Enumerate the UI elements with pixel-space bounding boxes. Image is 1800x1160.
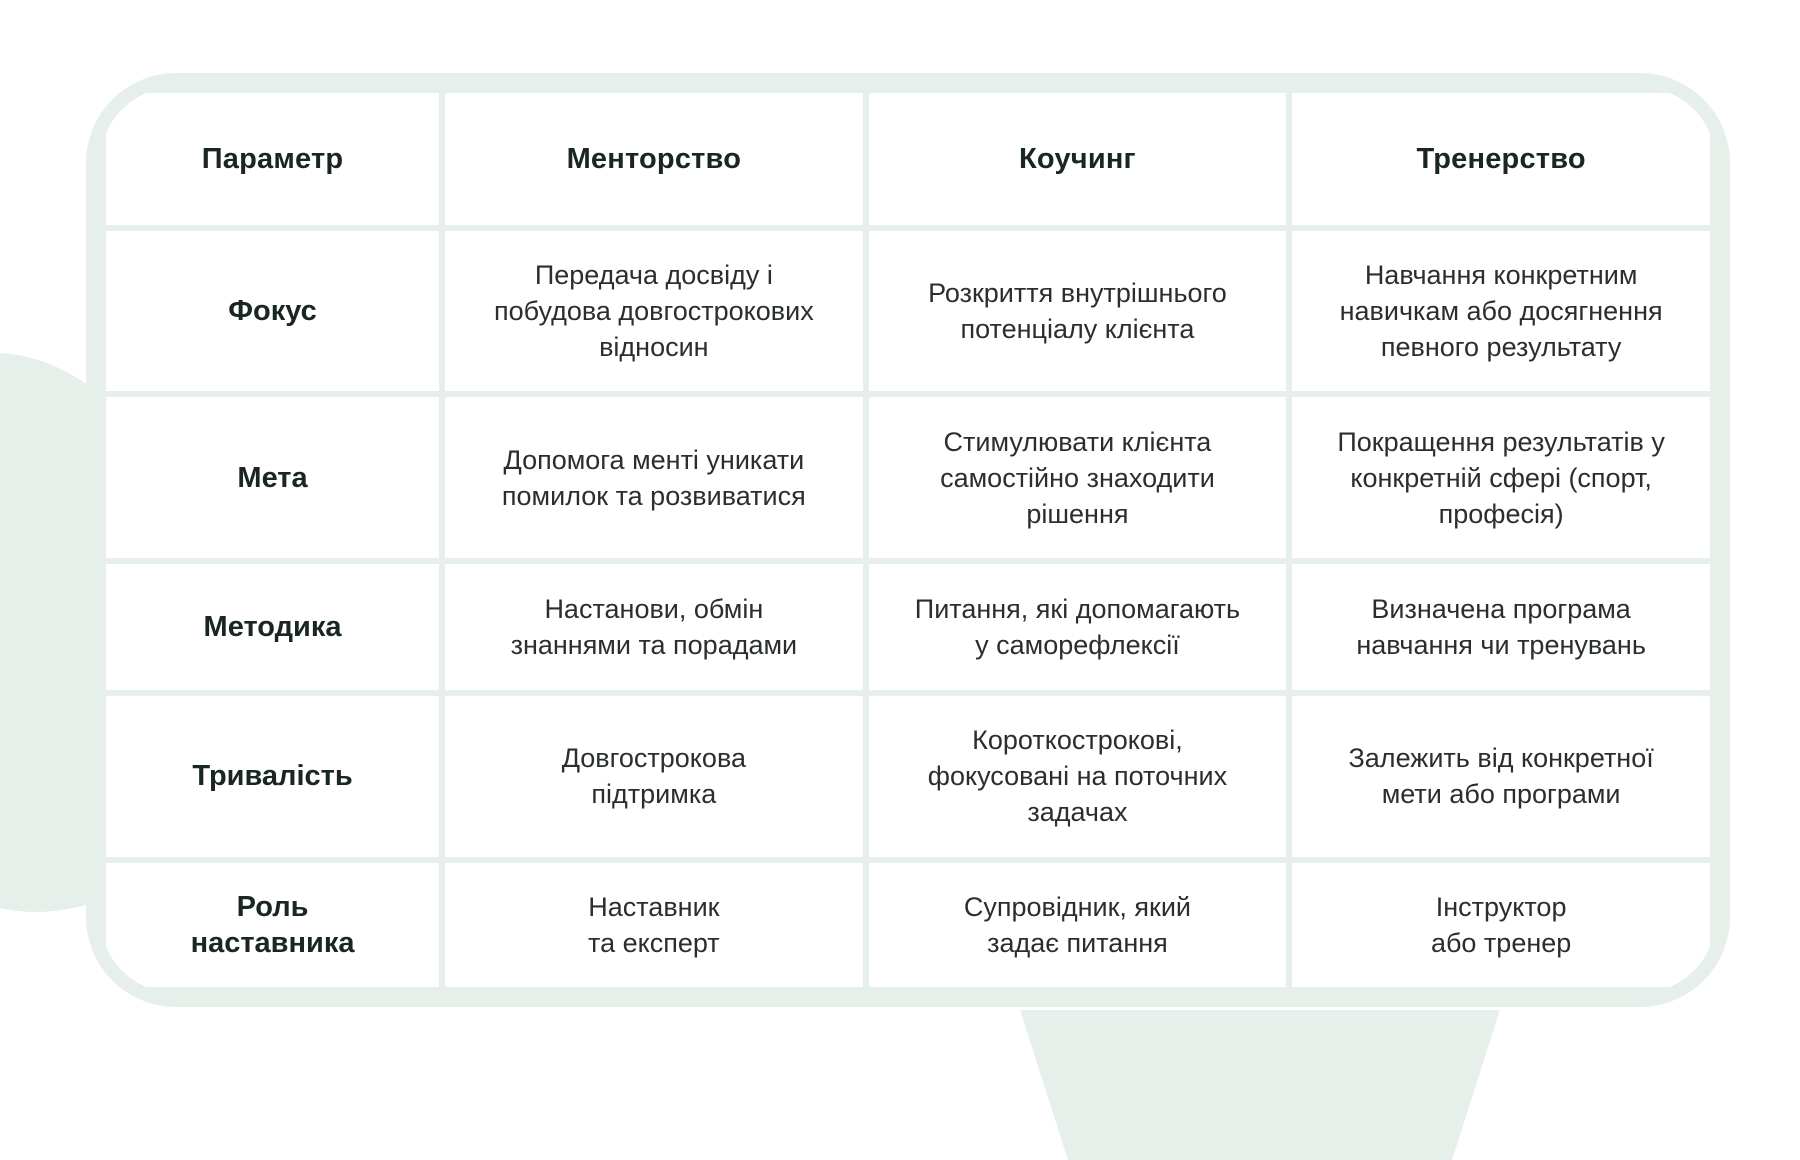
comparison-table-container [86,73,1730,1007]
decorative-background-shape-bottom [1020,1010,1500,1160]
table-cell: Покращення результатів у конкретній сфері (спорт, професія) [1292,397,1710,557]
table-cell: Питання, які допомагають у саморефлексії [869,564,1287,690]
row-label: Фокус [106,231,439,391]
row-label: Роль наставника [106,863,439,987]
header-mentoring: Менторство [445,93,863,225]
table-cell: Передача досвіду і побудова довгострокових відносин [445,231,863,391]
comparison-table [100,87,1716,993]
table-cell: Настанови, обмін знаннями та порадами [445,564,863,690]
table-cell: Інструктор або тренер [1292,863,1710,987]
table-cell: Довгострокова підтримка [445,696,863,856]
row-label: Мета [106,397,439,557]
table-row-method [106,564,1710,690]
table-cell: Короткострокові, фокусовані на поточних задачах [869,696,1287,856]
table-cell: Залежить від конкретної мети або програми [1292,696,1710,856]
header-training: Тренерство [1292,93,1710,225]
header-parameter: Параметр [106,93,439,225]
table-cell: Розкриття внутрішнього потенціалу клієнта [869,231,1287,391]
table-cell: Наставник та експерт [445,863,863,987]
table-row-duration [106,696,1710,856]
table-row-goal [106,397,1710,557]
table-cell: Допомога менті уникати помилок та розвиватися [445,397,863,557]
table-cell: Навчання конкретним навичкам або досягнення певного результату [1292,231,1710,391]
table-cell: Визначена програма навчання чи тренувань [1292,564,1710,690]
table-row-focus [106,231,1710,391]
table-cell: Супровідник, який задає питання [869,863,1287,987]
header-coaching: Коучинг [869,93,1287,225]
table-row-mentor-role [106,863,1710,987]
row-label: Методика [106,564,439,690]
table-cell: Стимулювати клієнта самостійно знаходити рішення [869,397,1287,557]
table-header-row [106,93,1710,225]
row-label: Тривалість [106,696,439,856]
